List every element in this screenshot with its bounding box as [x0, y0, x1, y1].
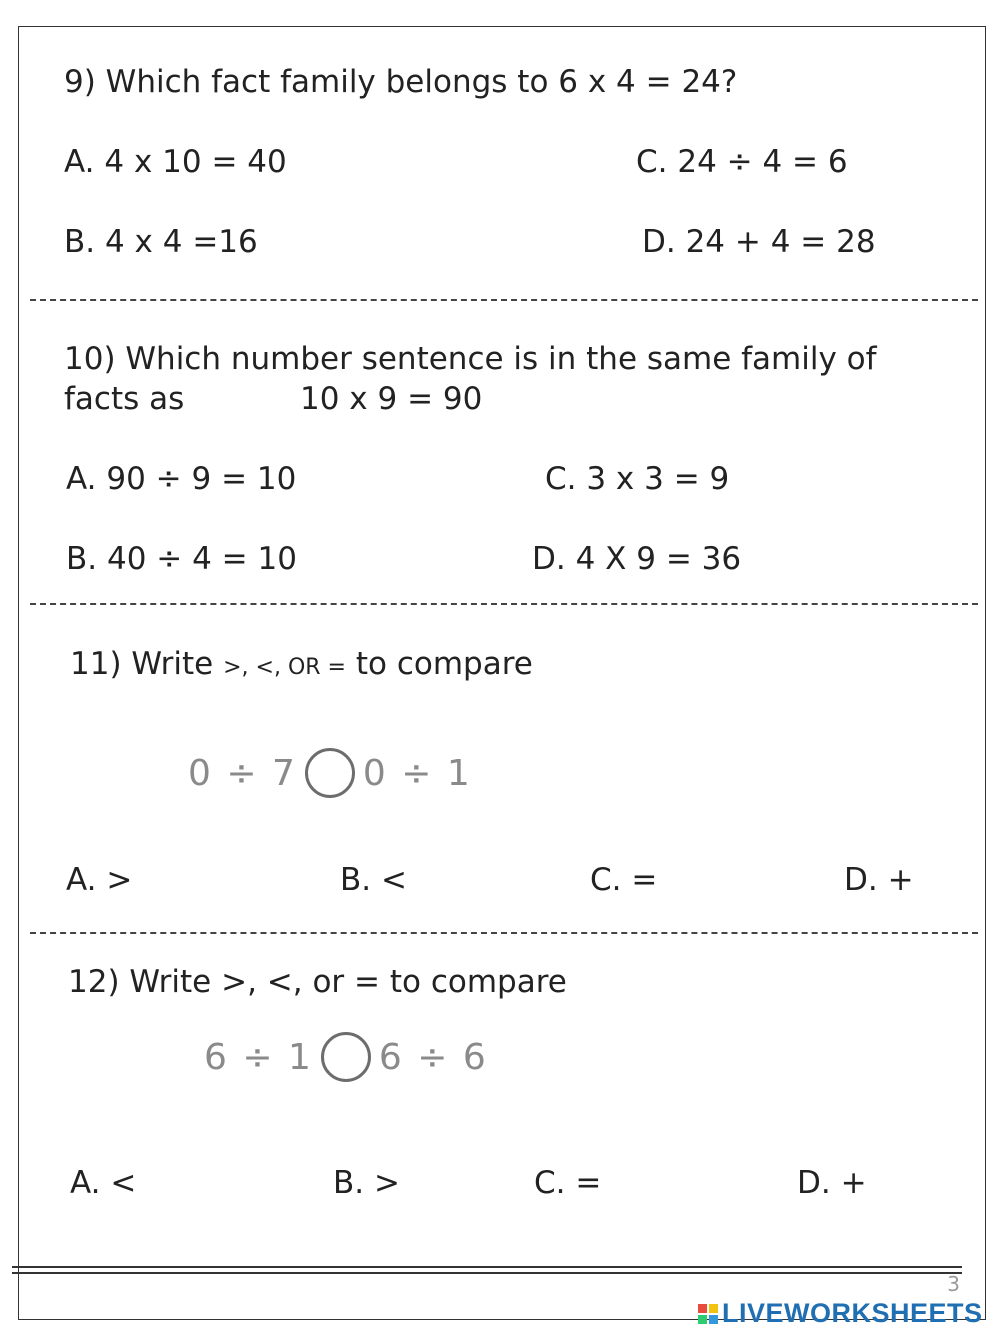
q12-right-expression: 6 ÷ 6	[378, 1036, 488, 1078]
q11-comparison	[188, 748, 472, 798]
q12-option-b[interactable]: B. >	[333, 1165, 400, 1201]
q11-option-b[interactable]: B. <	[340, 862, 407, 898]
q12-comparison	[204, 1032, 488, 1082]
q9-option-a[interactable]: A. 4 x 10 = 40	[64, 144, 287, 180]
q11-question	[70, 646, 533, 682]
q12-option-d[interactable]: D. +	[797, 1165, 867, 1201]
q10-option-a[interactable]: A. 90 ÷ 9 = 10	[66, 461, 297, 497]
q11-answer-circle[interactable]	[305, 748, 355, 798]
q9-question: 9) Which fact family belongs to 6 x 4 = 24?	[64, 64, 738, 100]
q10-question-line1: 10) Which number sentence is in the same family of	[64, 341, 877, 377]
liveworksheets-logo	[698, 1298, 983, 1329]
page-number: 3	[947, 1272, 960, 1296]
q11-right-expression: 0 ÷ 1	[362, 752, 472, 794]
q10-fact-expression: 10 x 9 = 90	[300, 381, 483, 417]
q11-question-prefix: 11) Write	[70, 646, 214, 682]
divider	[30, 299, 978, 301]
divider	[30, 603, 978, 605]
q10-option-d[interactable]: D. 4 X 9 = 36	[532, 541, 742, 577]
q12-left-expression: 6 ÷ 1	[204, 1036, 313, 1078]
q11-option-a[interactable]: A. >	[66, 862, 133, 898]
footer-rule	[12, 1266, 962, 1274]
q12-option-a[interactable]: A. <	[70, 1165, 137, 1201]
q9-option-c[interactable]: C. 24 ÷ 4 = 6	[636, 144, 848, 180]
q11-option-c[interactable]: C. =	[590, 862, 658, 898]
q9-option-d[interactable]: D. 24 + 4 = 28	[642, 224, 876, 260]
divider	[30, 932, 978, 934]
q9-option-b[interactable]: B. 4 x 4 =16	[64, 224, 258, 260]
logo-text: LIVEWORKSHEETS	[722, 1298, 983, 1328]
q10-option-b[interactable]: B. 40 ÷ 4 = 10	[66, 541, 297, 577]
q12-question: 12) Write >, <, or = to compare	[68, 964, 567, 1000]
q11-question-symbols: >, <, OR =	[223, 655, 346, 680]
q12-option-c[interactable]: C. =	[534, 1165, 602, 1201]
q12-answer-circle[interactable]	[321, 1032, 371, 1082]
logo-icon	[698, 1304, 718, 1324]
q11-option-d[interactable]: D. +	[844, 862, 914, 898]
q11-question-suffix: to compare	[355, 646, 533, 682]
q11-left-expression: 0 ÷ 7	[188, 752, 297, 794]
q10-option-c[interactable]: C. 3 x 3 = 9	[545, 461, 730, 497]
q10-question-line2: facts as	[64, 381, 185, 417]
